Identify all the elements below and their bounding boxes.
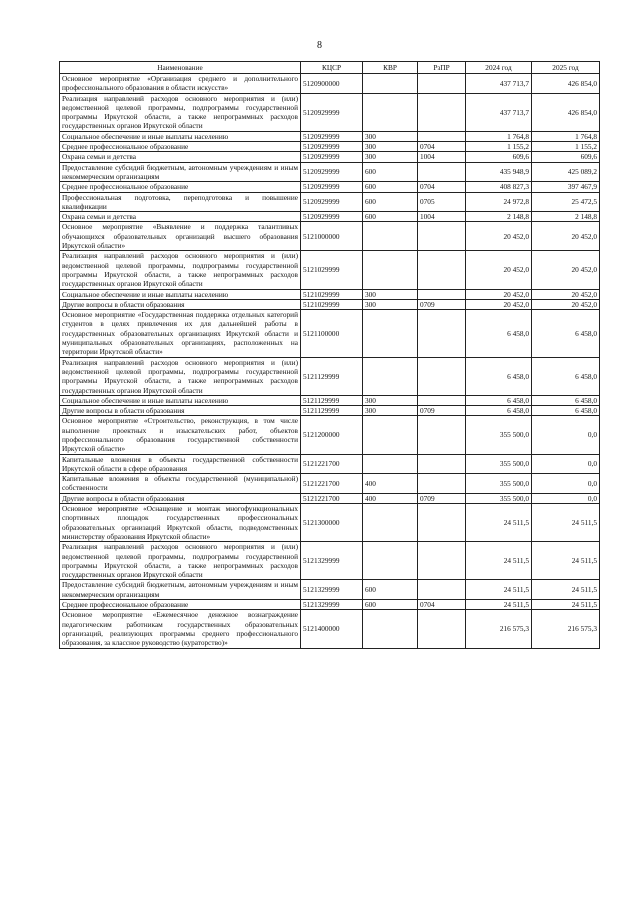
cell-kcsr: 5120929999: [301, 162, 363, 182]
cell-kcsr: 5121000000: [301, 222, 363, 251]
cell-2025: 2 148,8: [532, 212, 600, 222]
cell-kvr: [363, 416, 418, 454]
cell-name: Другие вопросы в области образования: [60, 299, 301, 309]
cell-rzpr: [418, 542, 466, 580]
cell-rzpr: [418, 395, 466, 405]
cell-2024: 6 458,0: [466, 310, 532, 357]
table-body: [60, 74, 600, 649]
budget-table: [59, 61, 600, 649]
cell-rzpr: [418, 310, 466, 357]
cell-name: Предоставление субсидий бюджетным, автономным учреждениям и иным некоммерческим организациям: [60, 162, 301, 182]
cell-2025: 20 452,0: [532, 299, 600, 309]
cell-name: Профессиональная подготовка, переподготовка и повышение квалификации: [60, 192, 301, 212]
table-row: [60, 542, 600, 580]
cell-2024: 355 500,0: [466, 474, 532, 494]
cell-kcsr: 5121221700: [301, 454, 363, 474]
cell-kcsr: 5121129999: [301, 395, 363, 405]
cell-kvr: 300: [363, 152, 418, 162]
cell-kcsr: 5121300000: [301, 504, 363, 542]
cell-2024: 6 458,0: [466, 357, 532, 395]
cell-kcsr: 5120929999: [301, 182, 363, 192]
table-row: [60, 310, 600, 357]
table-row: [60, 131, 600, 141]
cell-kvr: [363, 454, 418, 474]
table-row: [60, 454, 600, 474]
cell-name: Капитальные вложения в объекты государственной собственности Иркутской области в сфере образования: [60, 454, 301, 474]
cell-2025: 0,0: [532, 416, 600, 454]
cell-kvr: [363, 310, 418, 357]
table-row: [60, 395, 600, 405]
cell-kcsr: 5120900000: [301, 74, 363, 94]
column-header-rzpr: РзПР: [418, 62, 466, 74]
cell-kvr: 400: [363, 493, 418, 503]
cell-2025: 0,0: [532, 474, 600, 494]
cell-2025: 6 458,0: [532, 395, 600, 405]
cell-kvr: 300: [363, 131, 418, 141]
cell-rzpr: 0704: [418, 142, 466, 152]
cell-2025: 20 452,0: [532, 222, 600, 251]
cell-kvr: 600: [363, 212, 418, 222]
cell-2024: 435 948,9: [466, 162, 532, 182]
cell-rzpr: [418, 416, 466, 454]
column-header-kvr: КВР: [363, 62, 418, 74]
cell-name: Охрана семьи и детства: [60, 152, 301, 162]
cell-kcsr: 5121129999: [301, 357, 363, 395]
cell-kcsr: 5120929999: [301, 93, 363, 131]
cell-kcsr: 5121329999: [301, 542, 363, 580]
cell-kcsr: 5120929999: [301, 131, 363, 141]
table-row: [60, 289, 600, 299]
cell-rzpr: [418, 504, 466, 542]
column-header-kcsr: КЦСР: [301, 62, 363, 74]
table-row: [60, 162, 600, 182]
column-header-2025: 2025 год: [532, 62, 600, 74]
table-row: [60, 182, 600, 192]
cell-rzpr: 0709: [418, 406, 466, 416]
cell-2024: 24 511,5: [466, 542, 532, 580]
column-header-name: Наименование: [60, 62, 301, 74]
cell-2024: 20 452,0: [466, 299, 532, 309]
cell-kcsr: 5121221700: [301, 493, 363, 503]
cell-kcsr: 5120929999: [301, 212, 363, 222]
cell-kvr: [363, 93, 418, 131]
cell-2025: 426 854,0: [532, 74, 600, 94]
cell-name: Предоставление субсидий бюджетным, автономным учреждениям и иным некоммерческим организациям: [60, 580, 301, 600]
cell-rzpr: [418, 131, 466, 141]
table-header: [60, 62, 600, 74]
cell-name: Среднее профессиональное образование: [60, 600, 301, 610]
table-row: [60, 504, 600, 542]
cell-kvr: 600: [363, 162, 418, 182]
cell-rzpr: [418, 93, 466, 131]
cell-rzpr: 1004: [418, 152, 466, 162]
cell-2025: 609,6: [532, 152, 600, 162]
cell-rzpr: [418, 610, 466, 648]
cell-2024: 6 458,0: [466, 395, 532, 405]
cell-2024: 20 452,0: [466, 289, 532, 299]
cell-name: Основное мероприятие «Государственная поддержка отдельных категорий студентов в целях привлечения их для дальнейшей работы в государственных образовательных организациях Иркутской области и муниципальных образовательных организациях, расположенных на территории Иркутской области»: [60, 310, 301, 357]
cell-name: Среднее профессиональное образование: [60, 182, 301, 192]
cell-kcsr: 5121329999: [301, 600, 363, 610]
cell-kcsr: 5121329999: [301, 580, 363, 600]
cell-2025: 6 458,0: [532, 357, 600, 395]
cell-name: Капитальные вложения в объекты государственной (муниципальной) собственности: [60, 474, 301, 494]
cell-2025: 425 089,2: [532, 162, 600, 182]
cell-name: Основное мероприятие «Ежемесячное денежное вознаграждение педагогическим работникам государственных образовательных организаций, реализующих программы среднего профессионального образования, за классное руководство (кураторство)»: [60, 610, 301, 648]
cell-kvr: [363, 504, 418, 542]
cell-name: Реализация направлений расходов основного мероприятия и (или) ведомственной целевой программы, подпрограммы государственной программы Иркутской области, а также непрограммных расходов государственных органов Иркутской области: [60, 542, 301, 580]
cell-2025: 24 511,5: [532, 542, 600, 580]
table-row: [60, 474, 600, 494]
cell-kcsr: 5121200000: [301, 416, 363, 454]
header-row: [60, 62, 600, 74]
cell-2024: 24 511,5: [466, 580, 532, 600]
cell-name: Основное мероприятие «Оснащение и монтаж многофункциональных спортивных площадок государственных профессиональных образовательных организаций Иркутской области, подведомственных министерству образования Иркутской области»: [60, 504, 301, 542]
cell-2024: 6 458,0: [466, 406, 532, 416]
cell-kvr: [363, 610, 418, 648]
cell-rzpr: [418, 580, 466, 600]
cell-2025: 426 854,0: [532, 93, 600, 131]
table-row: [60, 357, 600, 395]
cell-rzpr: [418, 357, 466, 395]
cell-kvr: 300: [363, 395, 418, 405]
cell-name: Социальное обеспечение и иные выплаты населению: [60, 131, 301, 141]
cell-2025: 6 458,0: [532, 406, 600, 416]
cell-2024: 20 452,0: [466, 222, 532, 251]
cell-rzpr: [418, 474, 466, 494]
cell-2024: 355 500,0: [466, 454, 532, 474]
cell-rzpr: [418, 162, 466, 182]
table-row: [60, 212, 600, 222]
cell-2024: 216 575,3: [466, 610, 532, 648]
cell-kvr: [363, 542, 418, 580]
cell-kvr: [363, 357, 418, 395]
cell-2024: 24 511,5: [466, 600, 532, 610]
cell-kvr: 300: [363, 299, 418, 309]
cell-2024: 20 452,0: [466, 251, 532, 289]
cell-kvr: 300: [363, 406, 418, 416]
cell-2024: 437 713,7: [466, 93, 532, 131]
table-row: [60, 74, 600, 94]
table-row: [60, 406, 600, 416]
column-header-2024: 2024 год: [466, 62, 532, 74]
table-row: [60, 192, 600, 212]
cell-2025: 6 458,0: [532, 310, 600, 357]
cell-kcsr: 5121129999: [301, 406, 363, 416]
page-number: 8: [317, 40, 322, 51]
cell-kcsr: 5120929999: [301, 192, 363, 212]
cell-rzpr: [418, 222, 466, 251]
table-row: [60, 142, 600, 152]
cell-rzpr: [418, 251, 466, 289]
cell-kvr: [363, 222, 418, 251]
table-row: [60, 610, 600, 648]
cell-name: Социальное обеспечение и иные выплаты населению: [60, 289, 301, 299]
cell-kvr: [363, 251, 418, 289]
cell-2024: 24 511,5: [466, 504, 532, 542]
cell-kcsr: 5120929999: [301, 142, 363, 152]
cell-2024: 2 148,8: [466, 212, 532, 222]
table-row: [60, 416, 600, 454]
cell-2025: 0,0: [532, 454, 600, 474]
cell-rzpr: 0709: [418, 493, 466, 503]
cell-kvr: 300: [363, 142, 418, 152]
cell-2025: 1 764,8: [532, 131, 600, 141]
cell-kvr: [363, 74, 418, 94]
cell-kcsr: 5121029999: [301, 289, 363, 299]
cell-2024: 355 500,0: [466, 416, 532, 454]
cell-2025: 20 452,0: [532, 289, 600, 299]
table-row: [60, 93, 600, 131]
cell-2025: 24 511,5: [532, 600, 600, 610]
cell-name: Реализация направлений расходов основного мероприятия и (или) ведомственной целевой программы, подпрограммы государственной программы Иркутской области, а также непрограммных расходов государственных органов Иркутской области: [60, 357, 301, 395]
table-row: [60, 152, 600, 162]
cell-kcsr: 5121221700: [301, 474, 363, 494]
cell-name: Реализация направлений расходов основного мероприятия и (или) ведомственной целевой программы, подпрограммы государственной программы Иркутской области, а также непрограммных расходов государственных органов Иркутской области: [60, 93, 301, 131]
cell-2024: 1 155,2: [466, 142, 532, 152]
cell-rzpr: 0704: [418, 600, 466, 610]
cell-2025: 24 511,5: [532, 504, 600, 542]
cell-kcsr: 5120929999: [301, 152, 363, 162]
cell-2025: 1 155,2: [532, 142, 600, 152]
cell-kvr: 400: [363, 474, 418, 494]
cell-name: Социальное обеспечение и иные выплаты населению: [60, 395, 301, 405]
cell-kcsr: 5121029999: [301, 299, 363, 309]
cell-2024: 24 972,8: [466, 192, 532, 212]
cell-kvr: 600: [363, 580, 418, 600]
table-row: [60, 299, 600, 309]
cell-rzpr: 0705: [418, 192, 466, 212]
cell-rzpr: [418, 454, 466, 474]
cell-2025: 25 472,5: [532, 192, 600, 212]
cell-rzpr: [418, 289, 466, 299]
cell-rzpr: 0709: [418, 299, 466, 309]
cell-kcsr: 5121029999: [301, 251, 363, 289]
cell-name: Охрана семьи и детства: [60, 212, 301, 222]
cell-name: Основное мероприятие «Организация среднего и дополнительного профессионального образования в области искусств»: [60, 74, 301, 94]
cell-2024: 355 500,0: [466, 493, 532, 503]
cell-2025: 0,0: [532, 493, 600, 503]
cell-rzpr: 1004: [418, 212, 466, 222]
table-row: [60, 580, 600, 600]
cell-rzpr: [418, 74, 466, 94]
cell-kvr: 600: [363, 192, 418, 212]
cell-kvr: 600: [363, 600, 418, 610]
cell-name: Другие вопросы в области образования: [60, 406, 301, 416]
cell-name: Основное мероприятие «Строительство, реконструкция, в том числе выполнение проектных и изыскательских работ, объектов профессионального образования государственной собственности Иркутской области»: [60, 416, 301, 454]
cell-2025: 397 467,9: [532, 182, 600, 192]
table-row: [60, 493, 600, 503]
cell-name: Основное мероприятие «Выявление и поддержка талантливых обучающихся образовательных организаций высшего образования Иркутской области»: [60, 222, 301, 251]
cell-kcsr: 5121100000: [301, 310, 363, 357]
cell-2024: 437 713,7: [466, 74, 532, 94]
cell-name: Среднее профессиональное образование: [60, 142, 301, 152]
cell-2024: 1 764,8: [466, 131, 532, 141]
cell-kvr: 300: [363, 289, 418, 299]
table-row: [60, 600, 600, 610]
cell-2024: 408 827,3: [466, 182, 532, 192]
cell-name: Другие вопросы в области образования: [60, 493, 301, 503]
cell-2025: 20 452,0: [532, 251, 600, 289]
cell-kvr: 600: [363, 182, 418, 192]
cell-2024: 609,6: [466, 152, 532, 162]
cell-name: Реализация направлений расходов основного мероприятия и (или) ведомственной целевой программы, подпрограммы государственной программы Иркутской области, а также непрограммных расходов государственных органов Иркутской области: [60, 251, 301, 289]
table-row: [60, 251, 600, 289]
cell-kcsr: 5121400000: [301, 610, 363, 648]
cell-2025: 216 575,3: [532, 610, 600, 648]
table-row: [60, 222, 600, 251]
cell-2025: 24 511,5: [532, 580, 600, 600]
cell-rzpr: 0704: [418, 182, 466, 192]
